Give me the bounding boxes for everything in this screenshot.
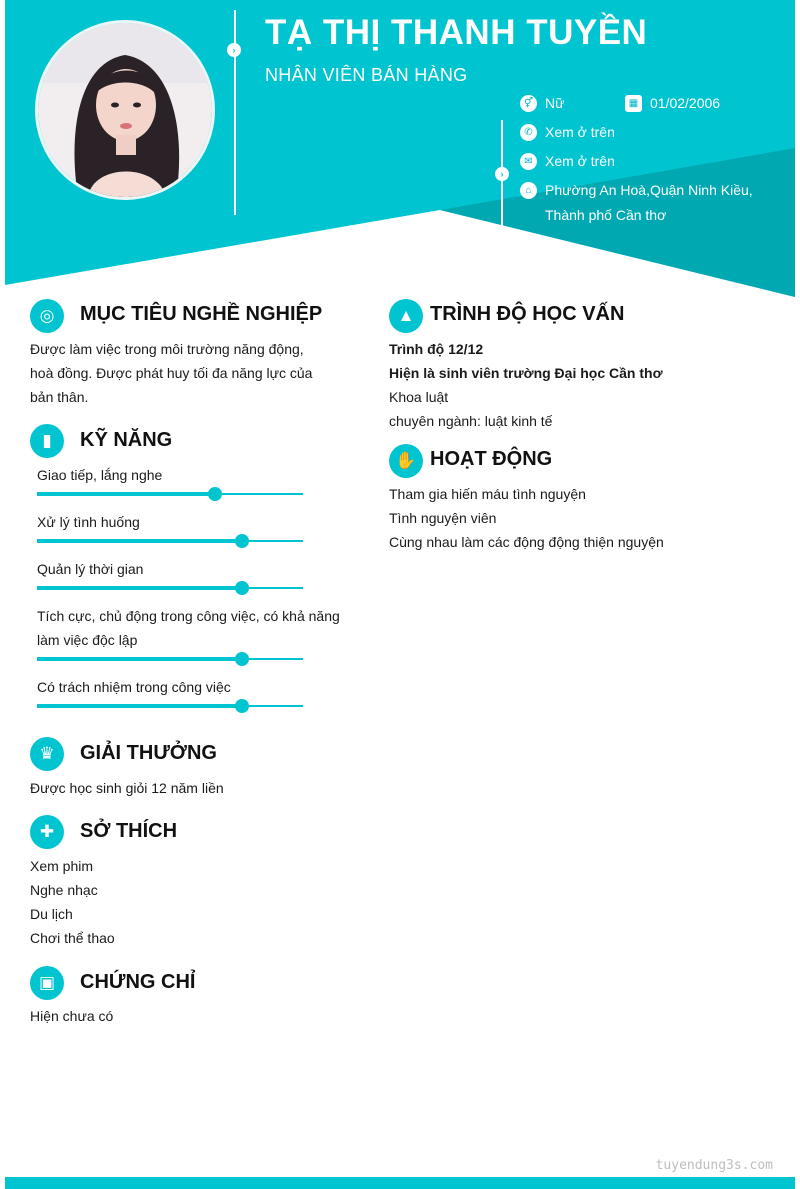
thumbs-up-icon: ✋ — [389, 444, 423, 478]
education-school: Hiện là sinh viên trường Đại học Cần thơ — [389, 365, 663, 381]
email-icon: ✉ — [520, 153, 537, 170]
calendar-icon: ▦ — [625, 95, 642, 112]
skills-title: KỸ NĂNG — [80, 429, 173, 451]
header-divider — [234, 10, 236, 215]
graduation-cap-icon: ▲ — [389, 299, 423, 333]
skill-name: Giao tiếp, lắng nghe — [37, 467, 163, 483]
certificate-icon: ▣ — [30, 966, 64, 1000]
skill-bar — [37, 493, 303, 495]
skill-name: Tích cực, chủ động trong công việc, có khả năng làm việc độc lập — [37, 608, 340, 648]
awards-text: Được học sinh giỏi 12 năm liền — [30, 780, 224, 796]
education-major: chuyên ngành: luật kinh tế — [389, 413, 553, 429]
contact-birthday: ▦ 01/02/2006 — [625, 91, 720, 116]
objective-title: MỤC TIÊU NGHỀ NGHIỆP — [80, 303, 323, 325]
phone-icon: ✆ — [520, 124, 537, 141]
chevron-right-icon: › — [227, 43, 241, 57]
contact-address: ⌂ Phường An Hoà,Quận Ninh Kiều, Thành phố Cần thơ — [520, 178, 753, 228]
gamepad-icon: ✚ — [30, 815, 64, 849]
skill-bar — [37, 705, 303, 707]
skill-name: Có trách nhiệm trong công việc — [37, 679, 231, 695]
home-icon: ⌂ — [520, 182, 537, 199]
certificates-text: Hiện chưa có — [30, 1008, 114, 1024]
job-title: NHÂN VIÊN BÁN HÀNG — [265, 65, 468, 85]
contact-phone: ✆ Xem ở trên — [520, 120, 615, 145]
activities-list: Tham gia hiến máu tình nguyện Tình nguyện viên Cùng nhau làm các động động thiện nguyện — [389, 486, 664, 550]
watermark: tuyendung3s.com — [655, 1158, 773, 1173]
trophy-icon: ♛ — [30, 737, 64, 771]
candidate-name: TẠ THỊ THANH TUYỀN — [265, 13, 648, 52]
chevron-right-icon: › — [495, 167, 509, 181]
education-title: TRÌNH ĐỘ HỌC VẤN — [430, 303, 625, 325]
contact-gender: ⚥ Nữ — [520, 91, 564, 116]
objective-text: Được làm việc trong môi trường năng động, hoà đồng. Được phát huy tối đa năng lực của bản thân. — [30, 341, 313, 405]
skill-name: Xử lý tình huống — [37, 514, 140, 530]
avatar — [35, 20, 215, 200]
gender-icon: ⚥ — [520, 95, 537, 112]
skill-bar — [37, 658, 303, 660]
skill-bar — [37, 587, 303, 589]
education-faculty: Khoa luật — [389, 389, 449, 405]
hobbies-title: SỞ THÍCH — [80, 820, 178, 842]
education-level: Trình độ 12/12 — [389, 341, 484, 357]
target-icon: ◎ — [30, 299, 64, 333]
activities-title: HOẠT ĐỘNG — [430, 448, 553, 470]
certificates-title: CHỨNG CHỈ — [80, 971, 196, 993]
hobbies-list: Xem phim Nghe nhạc Du lịch Chơi thể thao — [30, 858, 115, 946]
footer-bar — [5, 1177, 795, 1189]
awards-title: GIẢI THƯỞNG — [80, 742, 217, 764]
contact-email: ✉ Xem ở trên — [520, 149, 615, 174]
bar-chart-icon: ▮ — [30, 424, 64, 458]
skill-bar — [37, 540, 303, 542]
avatar-photo — [38, 23, 212, 197]
skill-name: Quản lý thời gian — [37, 561, 144, 577]
